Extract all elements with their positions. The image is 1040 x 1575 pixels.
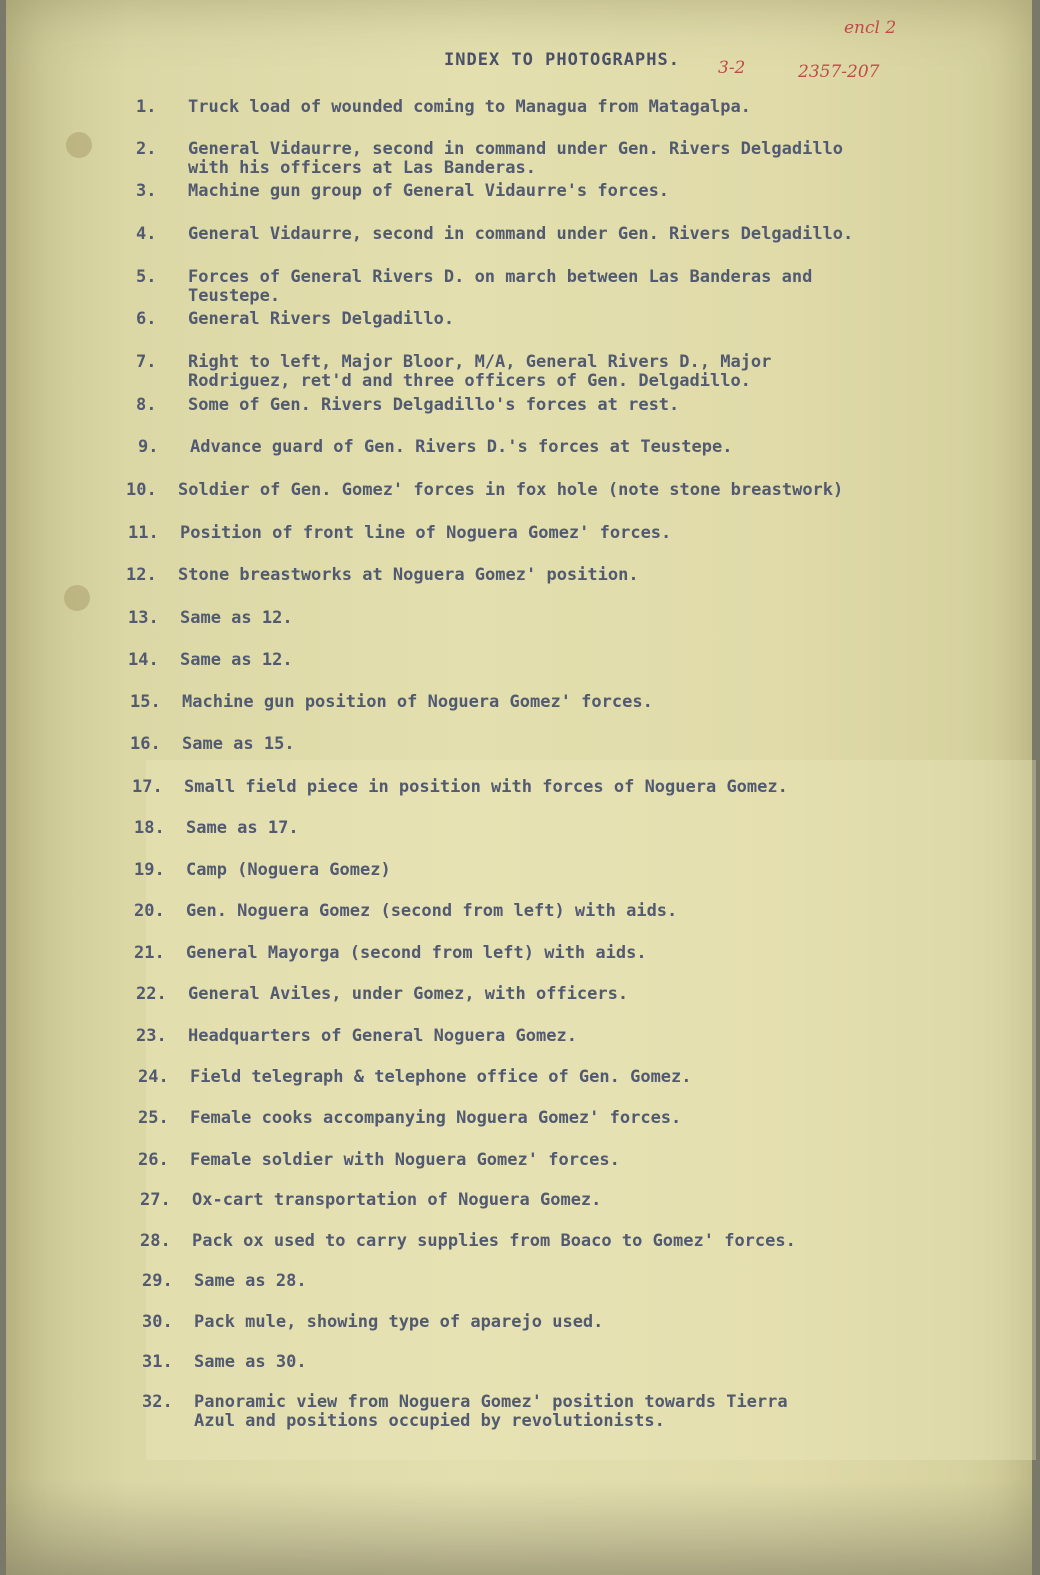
entry-line: General Vidaurre, second in command under Gen. Rivers Delgadillo. <box>188 224 854 244</box>
entry-description <box>190 1068 692 1087</box>
entry-description <box>188 182 669 201</box>
entry-description <box>188 140 843 178</box>
entry-description <box>190 438 732 457</box>
entry-line: Gen. Noguera Gomez (second from left) with aids. <box>186 901 678 921</box>
entry-number: 29. <box>142 1271 173 1291</box>
entry-number: 26. <box>138 1150 169 1170</box>
entry-line: Field telegraph & telephone office of Gen. Gomez. <box>190 1067 692 1087</box>
entry-description <box>194 1353 307 1372</box>
entry-line: Same as 30. <box>194 1352 307 1372</box>
entry-description <box>180 524 671 543</box>
entry-description <box>186 819 299 838</box>
entry-number: 10. <box>126 480 157 500</box>
entry-line: Headquarters of General Noguera Gomez. <box>188 1026 577 1046</box>
entry-number: 16. <box>130 734 161 754</box>
entry-line: Azul and positions occupied by revolutionists. <box>194 1411 665 1431</box>
entry-number: 18. <box>134 818 165 838</box>
entry-description <box>180 651 293 670</box>
entry-line: Soldier of Gen. Gomez' forces in fox hole (note stone breastwork) <box>178 480 844 500</box>
entry-number: 13. <box>128 608 159 628</box>
entry-number: 19. <box>134 860 165 880</box>
entry-line: Same as 12. <box>180 608 293 628</box>
entry-number: 15. <box>130 692 161 712</box>
entry-line: Forces of General Rivers D. on march between Las Banderas and <box>188 267 813 287</box>
entry-line: Same as 17. <box>186 818 299 838</box>
entry-line: Some of Gen. Rivers Delgadillo's forces at rest. <box>188 395 680 415</box>
entry-number: 21. <box>134 943 165 963</box>
entry-number: 11. <box>128 523 159 543</box>
entry-number: 17. <box>132 777 163 797</box>
entry-line: Stone breastworks at Noguera Gomez' position. <box>178 565 639 585</box>
entry-line: General Vidaurre, second in command under Gen. Rivers Delgadillo <box>188 139 844 159</box>
entry-description <box>192 1232 796 1251</box>
document-page <box>6 0 1032 1575</box>
entry-description <box>182 693 653 712</box>
entry-number: 22. <box>136 984 167 1004</box>
handwritten-file-number: 2357-207 <box>798 62 880 82</box>
entry-line: Right to left, Major Bloor, M/A, General Rivers D., Major <box>188 352 772 372</box>
entry-line: Female soldier with Noguera Gomez' forces. <box>190 1150 620 1170</box>
entry-description <box>178 566 639 585</box>
entry-number: 25. <box>138 1108 169 1128</box>
entry-number: 6. <box>136 309 157 329</box>
entry-description <box>184 778 788 797</box>
entry-number: 3. <box>136 181 157 201</box>
entry-description <box>194 1313 603 1332</box>
entry-description <box>188 225 853 244</box>
entry-line: Ox-cart transportation of Noguera Gomez. <box>192 1190 602 1210</box>
entry-line: General Mayorga (second from left) with aids. <box>186 943 647 963</box>
punch-hole <box>66 132 92 158</box>
entry-line: Same as 15. <box>182 734 295 754</box>
punch-hole <box>64 585 90 611</box>
entry-line: Rodriguez, ret'd and three officers of Gen. Delgadillo. <box>188 371 751 391</box>
entry-number: 2. <box>136 139 157 159</box>
entry-description <box>188 310 454 329</box>
entry-description <box>182 735 295 754</box>
entry-line: Same as 28. <box>194 1271 307 1291</box>
entry-description <box>180 609 293 628</box>
entry-line: Machine gun group of General Vidaurre's forces. <box>188 181 670 201</box>
entry-number: 9. <box>138 437 159 457</box>
entry-number: 1. <box>136 97 157 117</box>
entry-line: Position of front line of Noguera Gomez' forces. <box>180 523 672 543</box>
entry-line: Advance guard of Gen. Rivers D.'s forces at Teustepe. <box>190 437 733 457</box>
entry-line: Same as 12. <box>180 650 293 670</box>
entry-line: Truck load of wounded coming to Managua from Matagalpa. <box>188 97 751 117</box>
entry-description <box>186 861 391 880</box>
entry-number: 30. <box>142 1312 173 1332</box>
entry-number: 27. <box>140 1190 171 1210</box>
entry-line: Female cooks accompanying Noguera Gomez' forces. <box>190 1108 682 1128</box>
entry-description <box>188 268 812 306</box>
entry-number: 28. <box>140 1231 171 1251</box>
entry-number: 24. <box>138 1067 169 1087</box>
entry-description <box>194 1272 307 1291</box>
page-shadow <box>6 1480 1032 1575</box>
entry-number: 23. <box>136 1026 167 1046</box>
entry-description <box>190 1109 681 1128</box>
entry-description <box>188 353 771 391</box>
entry-number: 31. <box>142 1352 173 1372</box>
entry-number: 4. <box>136 224 157 244</box>
entry-line: Pack mule, showing type of aparejo used. <box>194 1312 604 1332</box>
entry-description <box>186 944 647 963</box>
entry-number: 32. <box>142 1392 173 1412</box>
handwritten-annotation-ref: 3-2 <box>718 58 746 78</box>
entry-number: 7. <box>136 352 157 372</box>
entry-description <box>186 902 677 921</box>
handwritten-annotation-top: encl 2 <box>844 18 897 38</box>
entry-description <box>188 98 751 117</box>
entry-number: 12. <box>126 565 157 585</box>
entry-description <box>192 1191 601 1210</box>
entry-line: Machine gun position of Noguera Gomez' forces. <box>182 692 653 712</box>
entry-line: Panoramic view from Noguera Gomez' position towards Tierra <box>194 1392 788 1412</box>
entry-number: 14. <box>128 650 159 670</box>
entry-description <box>190 1151 620 1170</box>
page-title: INDEX TO PHOTOGRAPHS. <box>444 50 680 70</box>
entry-line: Camp (Noguera Gomez) <box>186 860 391 880</box>
entry-description <box>188 1027 577 1046</box>
entry-line: General Aviles, under Gomez, with officers. <box>188 984 629 1004</box>
entry-line: Pack ox used to carry supplies from Boaco to Gomez' forces. <box>192 1231 796 1251</box>
entry-line: with his officers at Las Banderas. <box>188 158 536 178</box>
entry-description <box>194 1393 788 1431</box>
entry-line: Teustepe. <box>188 286 281 306</box>
entry-number: 5. <box>136 267 157 287</box>
entry-line: General Rivers Delgadillo. <box>188 309 455 329</box>
entry-description <box>178 481 843 500</box>
entry-line: Small field piece in position with forces of Noguera Gomez. <box>184 777 788 797</box>
entry-description <box>188 396 679 415</box>
entry-number: 20. <box>134 901 165 921</box>
entry-number: 8. <box>136 395 157 415</box>
entry-description <box>188 985 628 1004</box>
